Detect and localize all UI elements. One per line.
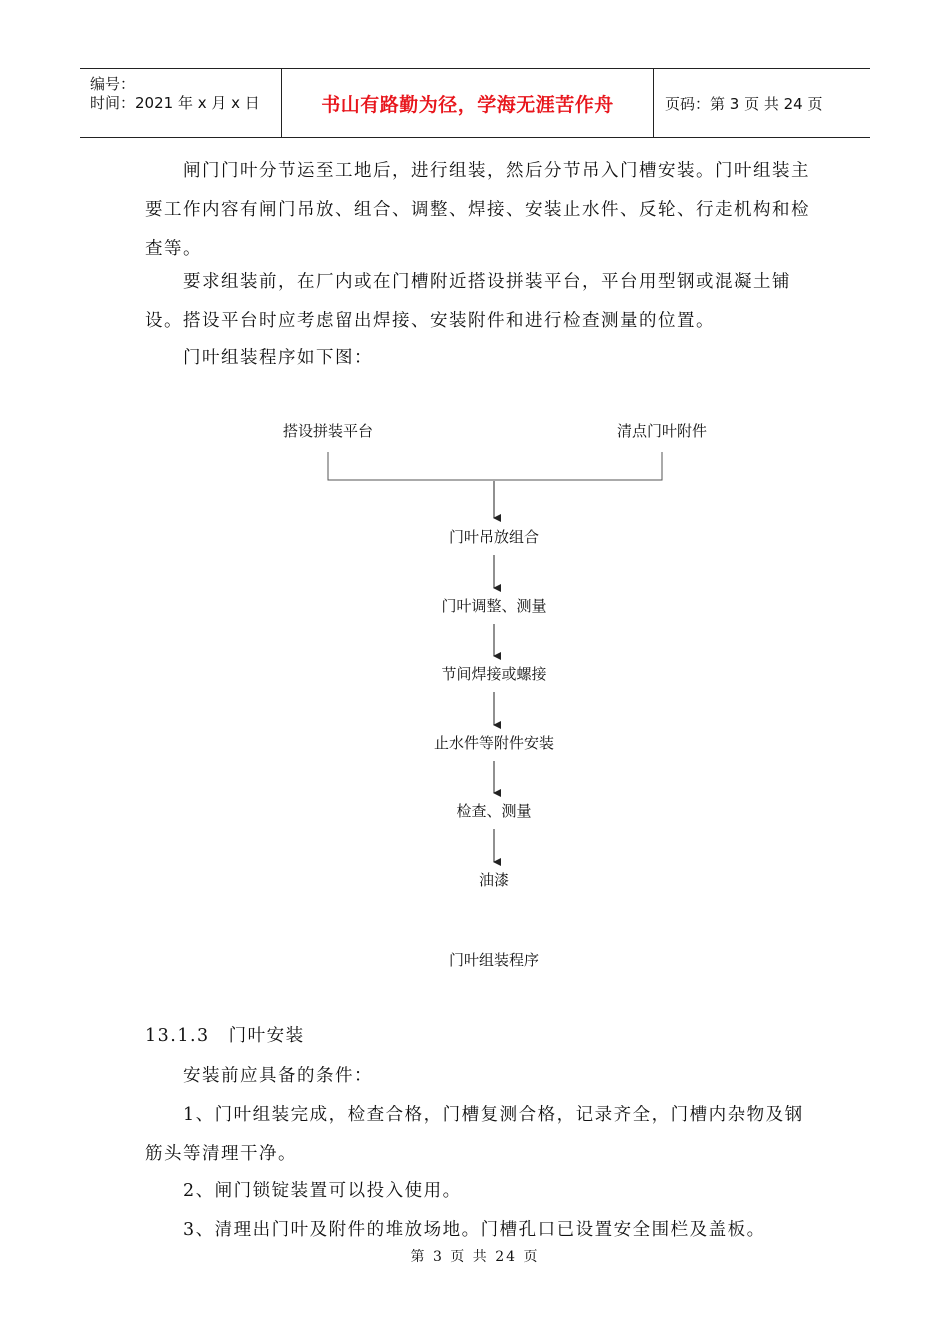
page-footer: 第 3 页 共 24 页 <box>410 1249 540 1265</box>
paragraph-figure-intro: 门叶组装程序如下图： <box>183 348 373 368</box>
condition-item: 3、清理出门叶及附件的堆放场地。门槽孔口已设置安全围栏及盖板。 <box>183 1220 766 1240</box>
flow-step-adjust-measure: 门叶调整、测量 <box>441 597 547 615</box>
flow-step-weld-bolt: 节间焊接或螺接 <box>441 665 547 683</box>
document-time-label: 时间：2021 年 x 月 x 日 <box>90 94 260 112</box>
header-page-number: 页码：第 3 页 共 24 页 <box>665 94 823 113</box>
paragraph-platform: 要求组装前，在厂内或在门槽附近搭设拼装平台，平台用型钢或混凝土铺设。搭设平台时应考虑留出焊接、安装附件和进行检查测量的位置。 <box>145 272 791 331</box>
flow-step-inspect: 检查、测量 <box>456 802 532 820</box>
flow-input-accessories: 清点门叶附件 <box>616 422 708 440</box>
flow-input-platform: 搭设拼装平台 <box>282 422 374 440</box>
condition-item: 1、门叶组装完成，检查合格，门槽复测合格，记录齐全，门槽内杂物及钢筋头等清理干净。 <box>145 1105 804 1164</box>
flowchart-caption: 门叶组装程序 <box>448 951 540 969</box>
document-number-label: 编号： <box>90 75 136 93</box>
header-motto: 书山有路勤为径，学海无涯苦作舟 <box>321 93 614 116</box>
condition-item: 2、闸门锁锭装置可以投入使用。 <box>183 1181 462 1201</box>
paragraph-assembly-intro: 闸门门叶分节运至工地后，进行组装，然后分节吊入门槽安装。门叶组装主要工作内容有闸门吊放、组合、调整、焊接、安装止水件、反轮、行走机构和检查等。 <box>145 161 810 259</box>
input-merge-bracket <box>328 452 662 480</box>
section-heading: 13.1.3 门叶安装 <box>145 1026 305 1046</box>
section-intro: 安装前应具备的条件： <box>183 1066 373 1086</box>
flow-step-seal-install: 止水件等附件安装 <box>433 734 555 752</box>
flow-step-hoist-combine: 门叶吊放组合 <box>448 528 540 546</box>
flow-step-paint: 油漆 <box>478 871 510 889</box>
